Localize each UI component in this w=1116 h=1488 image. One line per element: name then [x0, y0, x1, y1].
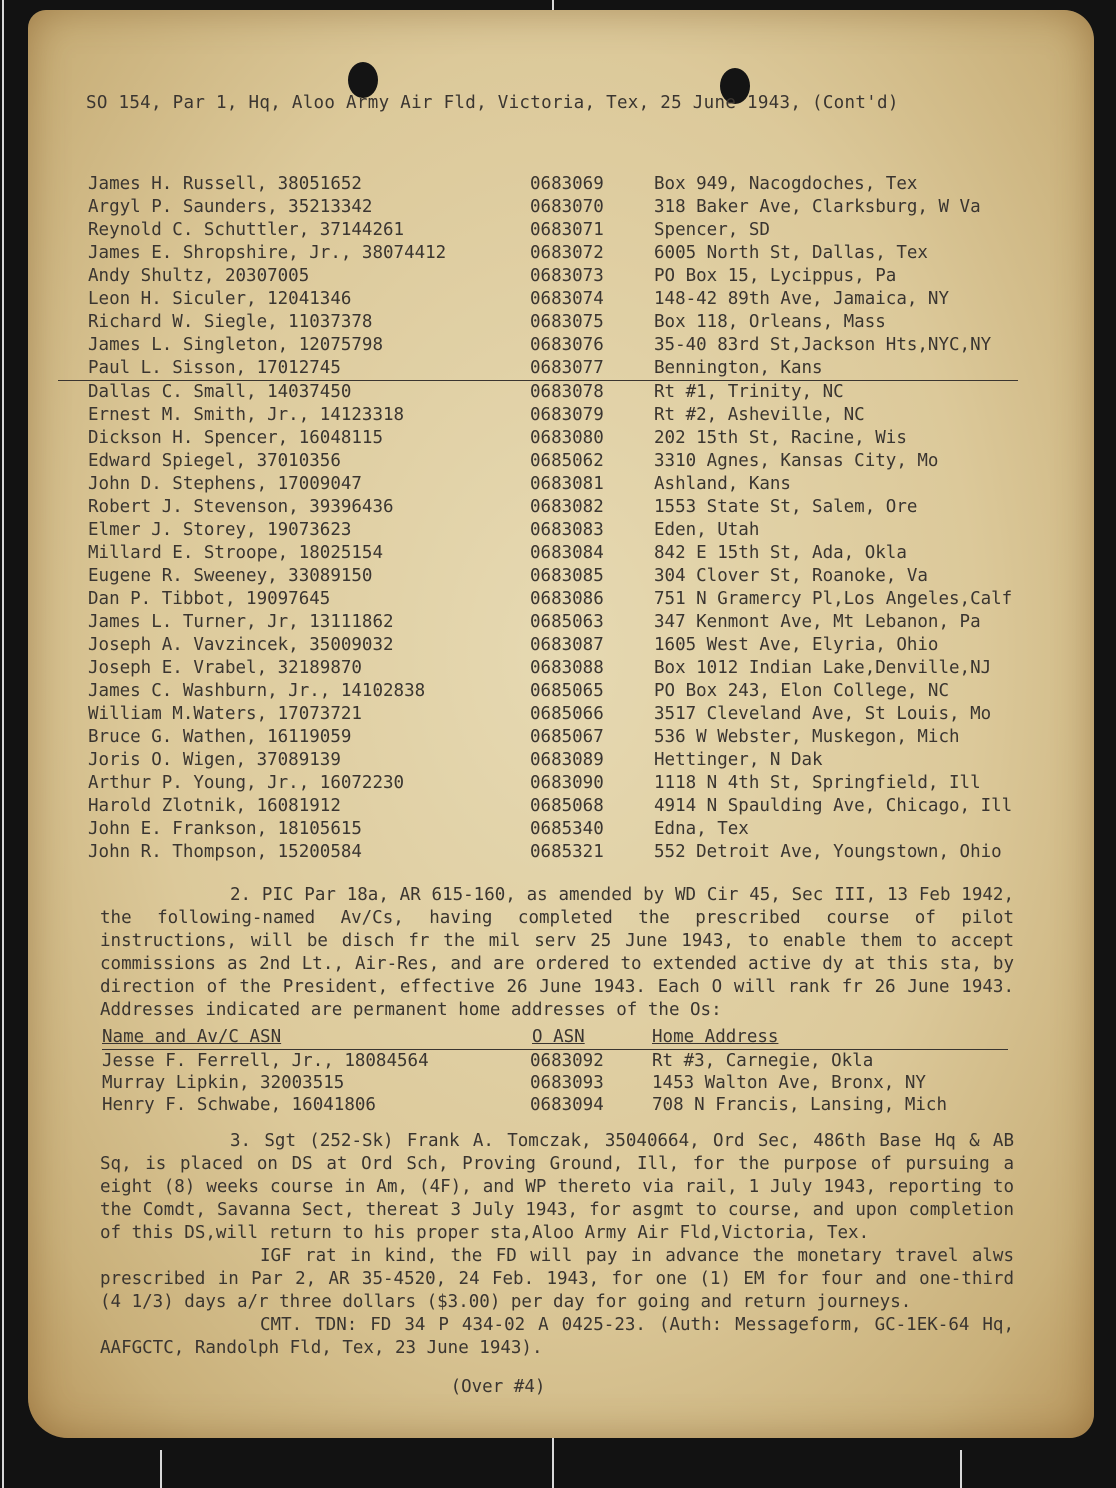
home-address: 6005 North St, Dallas, Tex: [654, 243, 928, 263]
home-address: Ashland, Kans: [654, 474, 791, 494]
paragraph-number: 2.: [230, 885, 252, 905]
person-name: Edward Spiegel, 37010356: [88, 451, 341, 471]
person-name: Millard E. Stroope, 18025154: [88, 543, 384, 563]
home-address: 347 Kenmont Ave, Mt Lebanon, Pa: [654, 612, 981, 632]
person-name: John D. Stephens, 17009047: [88, 474, 362, 494]
person-name: Jesse F. Ferrell, Jr., 18084564: [102, 1051, 429, 1071]
home-address: 708 N Francis, Lansing, Mich: [652, 1095, 948, 1115]
document-text: [58, 92, 1018, 1399]
person-name: Henry F. Schwabe, 16041806: [102, 1095, 376, 1115]
table-row: [58, 519, 1018, 542]
officer-serial: 0683072: [530, 243, 604, 263]
commission-table: [102, 1049, 1008, 1116]
officer-serial: 0685063: [530, 612, 604, 632]
table-row: [58, 265, 1018, 288]
home-address: 4914 N Spaulding Ave, Chicago, Ill: [654, 796, 1013, 816]
home-address: Box 1012 Indian Lake,Denville,NJ: [654, 658, 992, 678]
paragraph-2: [58, 884, 1018, 1022]
person-name: Joris O. Wigen, 37089139: [88, 750, 341, 770]
officer-serial: 0685067: [530, 727, 604, 747]
table-row: [58, 611, 1018, 634]
table-row: [58, 450, 1018, 473]
officer-serial: 0683071: [530, 220, 604, 240]
table-row: [102, 1094, 1008, 1116]
officer-serial: 0683080: [530, 428, 604, 448]
officer-serial: 0683081: [530, 474, 604, 494]
home-address: Edna, Tex: [654, 819, 749, 839]
home-address: 842 E 15th St, Ada, Okla: [654, 543, 907, 563]
person-name: Dallas C. Small, 14037450: [88, 382, 352, 402]
officer-serial: 0685062: [530, 451, 604, 471]
table-row: [58, 473, 1018, 496]
table-row: [102, 1072, 1008, 1094]
table-row: [58, 242, 1018, 265]
officer-serial: 0683074: [530, 289, 604, 309]
table-row: [58, 565, 1018, 588]
table-row: [58, 404, 1018, 427]
table-row: [58, 634, 1018, 657]
officer-serial: 0685065: [530, 681, 604, 701]
home-address: 1453 Walton Ave, Bronx, NY: [652, 1073, 926, 1093]
officer-serial: 0683070: [530, 197, 604, 217]
order-header: SO 154, Par 1, Hq, Aloo Army Air Fld, Victoria, Tex, 25 June 1943, (Cont'd): [86, 93, 899, 113]
table-row: [58, 542, 1018, 565]
home-address: 751 N Gramercy Pl,Los Angeles,Calf: [654, 589, 1013, 609]
table-row: [58, 680, 1018, 703]
home-address: 202 15th St, Racine, Wis: [654, 428, 907, 448]
officer-serial: 0683083: [530, 520, 604, 540]
home-address: 148-42 89th Ave, Jamaica, NY: [654, 289, 950, 309]
officer-serial: 0683094: [530, 1095, 604, 1115]
officer-serial: 0683087: [530, 635, 604, 655]
person-name: James C. Washburn, Jr., 14102838: [88, 681, 426, 701]
person-name: William M.Waters, 17073721: [88, 704, 362, 724]
column-header-o-asn: O ASN: [532, 1027, 585, 1047]
person-name: Reynold C. Schuttler, 37144261: [88, 220, 405, 240]
officer-serial: 0683093: [530, 1073, 604, 1093]
person-name: Eugene R. Sweeney, 33089150: [88, 566, 373, 586]
person-name: John R. Thompson, 15200584: [88, 842, 362, 862]
table-row: [58, 381, 1018, 404]
table-row: [58, 818, 1018, 841]
table-row: [58, 726, 1018, 749]
officer-serial: 0683069: [530, 174, 604, 194]
home-address: 536 W Webster, Muskegon, Mich: [654, 727, 960, 747]
officer-serial: 0683084: [530, 543, 604, 563]
officer-serial: 0683075: [530, 312, 604, 332]
table-row: [58, 288, 1018, 311]
person-name: Elmer J. Storey, 19073623: [88, 520, 352, 540]
home-address: Rt #3, Carnegie, Okla: [652, 1051, 874, 1071]
officer-serial: 0685068: [530, 796, 604, 816]
officer-serial: 0683079: [530, 405, 604, 425]
table-row: [58, 703, 1018, 726]
home-address: 552 Detroit Ave, Youngstown, Ohio: [654, 842, 1002, 862]
paragraph-text: CMT. TDN: FD 34 P 434-02 A 0425-23. (Auth: Messageform, GC-1EK-64 Hq, AAFGCTC, Randolph Fld, Tex, 23 June 1943).: [100, 1315, 1014, 1358]
column-header-name: Name and Av/C ASN: [102, 1027, 282, 1047]
paragraph-number: 3.: [230, 1131, 252, 1151]
person-name: Joseph E. Vrabel, 32189870: [88, 658, 362, 678]
officer-serial: 0683082: [530, 497, 604, 517]
officer-serial: 0683089: [530, 750, 604, 770]
table-row: [58, 795, 1018, 818]
table-row: [58, 311, 1018, 334]
home-address: Rt #2, Asheville, NC: [654, 405, 865, 425]
person-name: Ernest M. Smith, Jr., 14123318: [88, 405, 405, 425]
person-name: Dan P. Tibbot, 19097645: [88, 589, 331, 609]
home-address: 1553 State St, Salem, Ore: [654, 497, 918, 517]
paragraph-text: IGF rat in kind, the FD will pay in advance the monetary travel alws prescribed in Par 2, AR 35-4520, 24 Feb. 1943, for one (1) EM for four and one-third (4 1/3) days a/r three dollars ($3.00) per day for going and return journeys.: [100, 1246, 1014, 1312]
paragraph-text: PIC Par 18a, AR 615-160, as amended by WD Cir 45, Sec III, 13 Feb 1942, the following-named Av/Cs, having completed the prescribed course of pilot instructions, will be disch fr the mil serv 25 June 1943, to enable them to accept commissions as 2nd Lt., Air-Res, and are ordered to extended active dy at this sta, by direction of the President, effective 26 June 1943. Each O will rank fr 26 June 1943. Addresses indicated are permanent home addresses of the Os:: [100, 885, 1014, 1020]
table2-header: [58, 1026, 1018, 1049]
paragraph-text: Sgt (252-Sk) Frank A. Tomczak, 35040664, Ord Sec, 486th Base Hq & AB Sq, is placed on DS at Ord Sch, Proving Ground, Ill, for the purpose of pursuing a eight (8) weeks course in Am, (4F), and WP thereto via rail, 1 July 1943, reporting to the Comdt, Savanna Sect, thereat 3 July 1943, for asgmt to course, and upon completion of this DS,will return to his proper sta,Aloo Army Air Fld,Victoria, Tex.: [100, 1131, 1014, 1243]
home-address: Bennington, Kans: [654, 358, 823, 378]
home-address: 3517 Cleveland Ave, St Louis, Mo: [654, 704, 992, 724]
person-name: Robert J. Stevenson, 39396436: [88, 497, 394, 517]
backdrop-grid-line: [552, 1438, 554, 1488]
officer-serial: 0683073: [530, 266, 604, 286]
person-name: Argyl P. Saunders, 35213342: [88, 197, 373, 217]
table-row: [58, 496, 1018, 519]
home-address: Box 118, Orleans, Mass: [654, 312, 886, 332]
table-row: [58, 196, 1018, 219]
table-row: [58, 334, 1018, 357]
person-name: Joseph A. Vavzincek, 35009032: [88, 635, 394, 655]
table-row: [102, 1050, 1008, 1072]
person-name: Arthur P. Young, Jr., 16072230: [88, 773, 405, 793]
officer-serial: 0683076: [530, 335, 604, 355]
home-address: 3310 Agnes, Kansas City, Mo: [654, 451, 939, 471]
table-row: [58, 772, 1018, 795]
person-name: Murray Lipkin, 32003515: [102, 1073, 345, 1093]
table-row: [58, 173, 1018, 196]
page-footer: (Over #4): [450, 1377, 546, 1397]
person-name: Richard W. Siegle, 11037378: [88, 312, 373, 332]
table-row: [58, 357, 1018, 381]
officer-serial: 0683077: [530, 358, 604, 378]
paragraph-3: [58, 1130, 1018, 1360]
person-name: Bruce G. Wathen, 16119059: [88, 727, 352, 747]
person-name: James E. Shropshire, Jr., 38074412: [88, 243, 447, 263]
person-name: James L. Singleton, 12075798: [88, 335, 384, 355]
home-address: 318 Baker Ave, Clarksburg, W Va: [654, 197, 981, 217]
officer-serial: 0683085: [530, 566, 604, 586]
home-address: Rt #1, Trinity, NC: [654, 382, 844, 402]
officer-serial: 0685340: [530, 819, 604, 839]
home-address: 1118 N 4th St, Springfield, Ill: [654, 773, 981, 793]
officer-serial: 0685066: [530, 704, 604, 724]
person-name: Leon H. Siculer, 12041346: [88, 289, 352, 309]
officer-serial: 0683090: [530, 773, 604, 793]
table-row: [58, 219, 1018, 242]
officer-serial: 0683078: [530, 382, 604, 402]
person-name: James L. Turner, Jr, 13111862: [88, 612, 394, 632]
backdrop-grid-line: [2, 0, 4, 1488]
table-row: [58, 841, 1018, 864]
backdrop-grid-line: [960, 1450, 962, 1488]
person-name: John E. Frankson, 18105615: [88, 819, 362, 839]
home-address: 35-40 83rd St,Jackson Hts,NYC,NY: [654, 335, 992, 355]
home-address: PO Box 15, Lycippus, Pa: [654, 266, 897, 286]
officer-serial: 0685321: [530, 842, 604, 862]
roster-table: [58, 173, 1018, 864]
home-address: Spencer, SD: [654, 220, 770, 240]
backdrop-grid-line: [160, 1450, 162, 1488]
home-address: 304 Clover St, Roanoke, Va: [654, 566, 928, 586]
person-name: Dickson H. Spencer, 16048115: [88, 428, 384, 448]
home-address: PO Box 243, Elon College, NC: [654, 681, 950, 701]
home-address: Eden, Utah: [654, 520, 760, 540]
home-address: Hettinger, N Dak: [654, 750, 823, 770]
table-row: [58, 427, 1018, 450]
person-name: Andy Shultz, 20307005: [88, 266, 310, 286]
officer-serial: 0683086: [530, 589, 604, 609]
column-header-address: Home Address: [652, 1027, 779, 1047]
table-row: [58, 588, 1018, 611]
person-name: Paul L. Sisson, 17012745: [88, 358, 341, 378]
table-row: [58, 657, 1018, 680]
home-address: Box 949, Nacogdoches, Tex: [654, 174, 918, 194]
table-row: [58, 749, 1018, 772]
home-address: 1605 West Ave, Elyria, Ohio: [654, 635, 939, 655]
officer-serial: 0683092: [530, 1051, 604, 1071]
person-name: James H. Russell, 38051652: [88, 174, 362, 194]
person-name: Harold Zlotnik, 16081912: [88, 796, 341, 816]
officer-serial: 0683088: [530, 658, 604, 678]
